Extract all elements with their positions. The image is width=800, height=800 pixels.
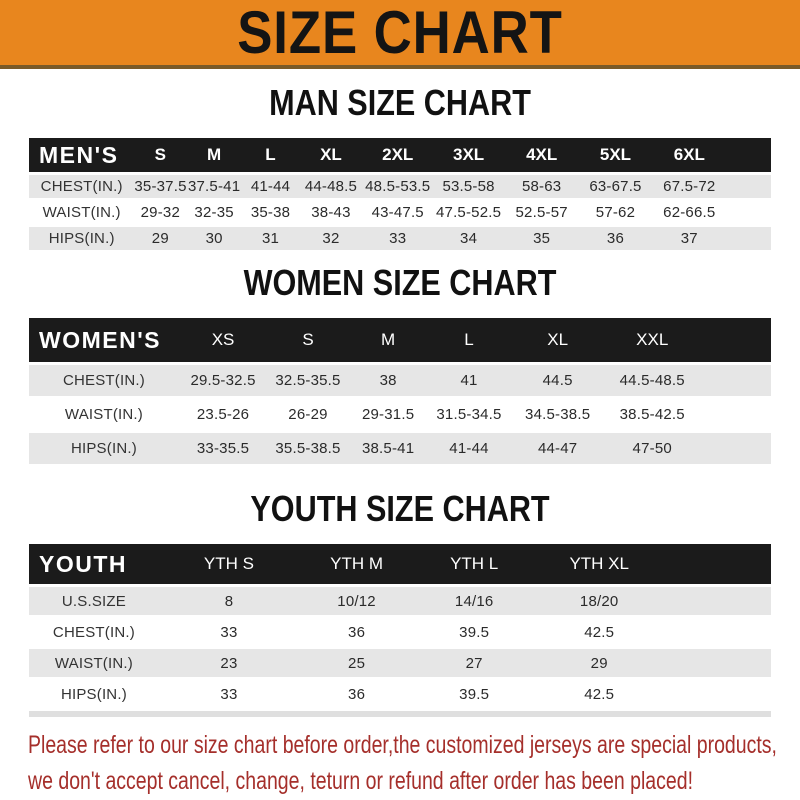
size-cell: 57-62 bbox=[579, 201, 652, 224]
size-cell: 41-44 bbox=[242, 175, 299, 198]
size-cell: 32-35 bbox=[186, 201, 242, 224]
header-spacer bbox=[726, 138, 771, 172]
size-cell: 38.5-42.5 bbox=[605, 399, 700, 430]
youth-size-table bbox=[29, 541, 771, 711]
size-cell: 29.5-32.5 bbox=[179, 365, 267, 396]
size-cell: 35-37.5 bbox=[134, 175, 186, 198]
size-cell: 33 bbox=[159, 618, 299, 646]
column-header: YTH M bbox=[299, 544, 414, 584]
header-spacer bbox=[664, 544, 771, 584]
disclaimer-line-2: we don't accept cancel, change, teturn or refund after order has been placed! bbox=[28, 767, 693, 795]
column-header: S bbox=[267, 318, 349, 362]
size-cell: 34.5-38.5 bbox=[511, 399, 605, 430]
row-label: WAIST(IN.) bbox=[29, 201, 134, 224]
size-cell: 30 bbox=[186, 227, 242, 250]
man-heading-text: MAN SIZE CHART bbox=[269, 82, 531, 123]
row-spacer bbox=[726, 227, 771, 250]
size-cell: 25 bbox=[299, 649, 414, 677]
row-label: HIPS(IN.) bbox=[29, 227, 134, 250]
size-cell: 29-32 bbox=[134, 201, 186, 224]
header-spacer bbox=[700, 318, 771, 362]
size-cell: 39.5 bbox=[414, 680, 534, 708]
size-cell: 32.5-35.5 bbox=[267, 365, 349, 396]
size-cell: 58-63 bbox=[505, 175, 579, 198]
men-header-row bbox=[29, 138, 771, 172]
row-spacer bbox=[700, 365, 771, 396]
size-cell: 33 bbox=[363, 227, 433, 250]
table-row bbox=[29, 618, 771, 646]
column-header: L bbox=[427, 318, 510, 362]
size-cell: 26-29 bbox=[267, 399, 349, 430]
table-row bbox=[29, 201, 771, 224]
banner-title: SIZE CHART bbox=[237, 0, 563, 66]
size-cell: 43-47.5 bbox=[363, 201, 433, 224]
disclaimer-text bbox=[28, 729, 800, 800]
row-spacer bbox=[664, 587, 771, 615]
men-table-label: MEN'S bbox=[29, 138, 134, 172]
disclaimer-line-1: Please refer to our size chart before order,the customized jerseys are special products, bbox=[28, 731, 777, 759]
column-header: L bbox=[242, 138, 299, 172]
column-header: XL bbox=[511, 318, 605, 362]
youth-header-row bbox=[29, 544, 771, 584]
size-cell: 36 bbox=[299, 680, 414, 708]
column-header: YTH L bbox=[414, 544, 534, 584]
table-row bbox=[29, 365, 771, 396]
column-header: S bbox=[134, 138, 186, 172]
size-cell: 23 bbox=[159, 649, 299, 677]
size-cell: 35 bbox=[505, 227, 579, 250]
column-header: M bbox=[186, 138, 242, 172]
size-cell: 27 bbox=[414, 649, 534, 677]
size-chart-banner bbox=[0, 0, 800, 69]
row-label: WAIST(IN.) bbox=[29, 649, 159, 677]
size-cell: 36 bbox=[579, 227, 652, 250]
size-cell: 35.5-38.5 bbox=[267, 433, 349, 464]
size-cell: 44-47 bbox=[511, 433, 605, 464]
size-cell: 32 bbox=[299, 227, 363, 250]
men-size-table bbox=[29, 135, 771, 253]
women-size-chart-heading bbox=[0, 262, 800, 303]
row-spacer bbox=[726, 201, 771, 224]
column-header: XXL bbox=[605, 318, 700, 362]
size-cell: 38-43 bbox=[299, 201, 363, 224]
column-header: 4XL bbox=[505, 138, 579, 172]
size-cell: 67.5-72 bbox=[652, 175, 726, 198]
row-label: WAIST(IN.) bbox=[29, 399, 179, 430]
size-cell: 62-66.5 bbox=[652, 201, 726, 224]
column-header: 5XL bbox=[579, 138, 652, 172]
row-label: CHEST(IN.) bbox=[29, 175, 134, 198]
table-row bbox=[29, 649, 771, 677]
row-label: CHEST(IN.) bbox=[29, 365, 179, 396]
youth-table-label: YOUTH bbox=[29, 544, 159, 584]
column-header: 2XL bbox=[363, 138, 433, 172]
row-label: U.S.SIZE bbox=[29, 587, 159, 615]
size-cell: 34 bbox=[433, 227, 505, 250]
row-label: HIPS(IN.) bbox=[29, 680, 159, 708]
size-cell: 38.5-41 bbox=[349, 433, 428, 464]
column-header: 6XL bbox=[652, 138, 726, 172]
size-cell: 52.5-57 bbox=[505, 201, 579, 224]
women-header-row bbox=[29, 318, 771, 362]
size-cell: 37 bbox=[652, 227, 726, 250]
row-spacer bbox=[700, 433, 771, 464]
table-row bbox=[29, 175, 771, 198]
youth-table-bottom-strip bbox=[29, 711, 771, 717]
size-cell: 10/12 bbox=[299, 587, 414, 615]
size-cell: 44.5-48.5 bbox=[605, 365, 700, 396]
row-spacer bbox=[700, 399, 771, 430]
size-cell: 37.5-41 bbox=[186, 175, 242, 198]
size-cell: 14/16 bbox=[414, 587, 534, 615]
size-cell: 33-35.5 bbox=[179, 433, 267, 464]
size-cell: 53.5-58 bbox=[433, 175, 505, 198]
size-cell: 8 bbox=[159, 587, 299, 615]
size-cell: 47-50 bbox=[605, 433, 700, 464]
column-header: XL bbox=[299, 138, 363, 172]
size-cell: 38 bbox=[349, 365, 428, 396]
row-spacer bbox=[664, 649, 771, 677]
youth-heading-text: YOUTH SIZE CHART bbox=[250, 488, 550, 529]
table-row bbox=[29, 227, 771, 250]
size-cell: 29-31.5 bbox=[349, 399, 428, 430]
size-cell: 39.5 bbox=[414, 618, 534, 646]
row-spacer bbox=[726, 175, 771, 198]
size-cell: 63-67.5 bbox=[579, 175, 652, 198]
column-header: YTH XL bbox=[534, 544, 664, 584]
row-label: CHEST(IN.) bbox=[29, 618, 159, 646]
women-table-label: WOMEN'S bbox=[29, 318, 179, 362]
column-header: XS bbox=[179, 318, 267, 362]
row-label: HIPS(IN.) bbox=[29, 433, 179, 464]
size-cell: 41-44 bbox=[427, 433, 510, 464]
size-cell: 29 bbox=[134, 227, 186, 250]
column-header: 3XL bbox=[433, 138, 505, 172]
size-cell: 31.5-34.5 bbox=[427, 399, 510, 430]
size-cell: 18/20 bbox=[534, 587, 664, 615]
women-size-table bbox=[29, 315, 771, 467]
size-cell: 44.5 bbox=[511, 365, 605, 396]
table-row bbox=[29, 433, 771, 464]
size-cell: 36 bbox=[299, 618, 414, 646]
size-cell: 42.5 bbox=[534, 618, 664, 646]
column-header: M bbox=[349, 318, 428, 362]
size-cell: 23.5-26 bbox=[179, 399, 267, 430]
size-cell: 29 bbox=[534, 649, 664, 677]
table-row bbox=[29, 680, 771, 708]
size-cell: 44-48.5 bbox=[299, 175, 363, 198]
row-spacer bbox=[664, 618, 771, 646]
row-spacer bbox=[664, 680, 771, 708]
size-cell: 33 bbox=[159, 680, 299, 708]
size-cell: 48.5-53.5 bbox=[363, 175, 433, 198]
column-header: YTH S bbox=[159, 544, 299, 584]
size-cell: 41 bbox=[427, 365, 510, 396]
women-heading-text: WOMEN SIZE CHART bbox=[243, 262, 557, 303]
man-size-chart-heading bbox=[0, 82, 800, 123]
size-cell: 42.5 bbox=[534, 680, 664, 708]
table-row bbox=[29, 399, 771, 430]
size-cell: 31 bbox=[242, 227, 299, 250]
table-row bbox=[29, 587, 771, 615]
size-cell: 35-38 bbox=[242, 201, 299, 224]
size-cell: 47.5-52.5 bbox=[433, 201, 505, 224]
youth-size-chart-heading bbox=[0, 488, 800, 529]
